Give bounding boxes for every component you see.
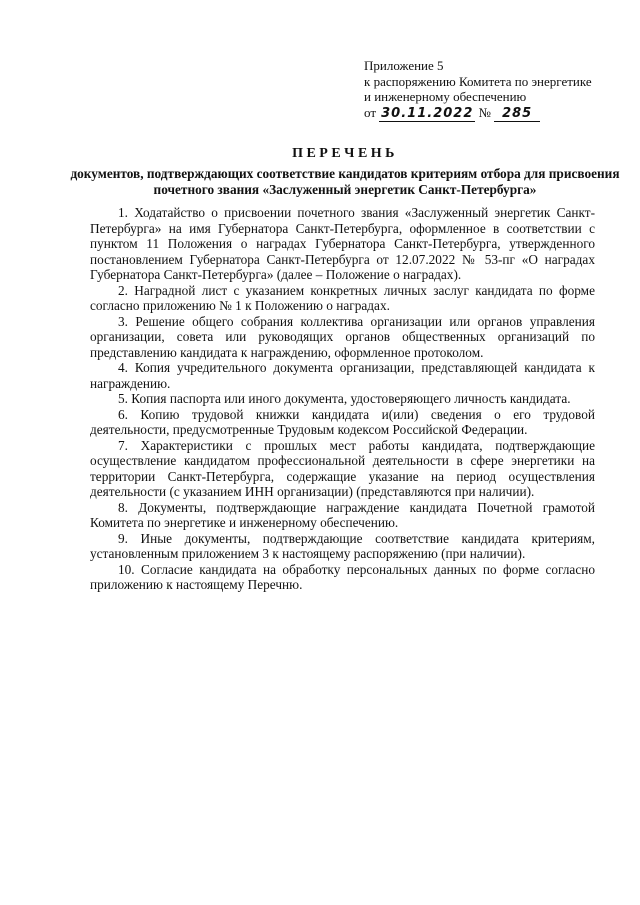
- appendix-line-3: и инженерному обеспечению: [364, 89, 527, 104]
- title-main: ПЕРЕЧЕНЬ: [292, 146, 398, 161]
- document-title: [60, 145, 630, 197]
- list-item-6: 6. Копию трудовой книжки кандидата и(или) сведения о его трудовой деятельности, предусмотренные Трудовым кодексом Российской Федерации.: [90, 406, 595, 437]
- appendix-header: [364, 58, 634, 122]
- list-item-2: 2. Наградной лист с указанием конкретных личных заслуг кандидата по форме согласно приложению № 1 к Положению о наградах.: [90, 282, 595, 313]
- handwritten-date: 30.11.2022: [381, 105, 474, 121]
- number-prefix: №: [478, 104, 491, 120]
- list-item-3: 3. Решение общего собрания коллектива организации или органов управления организации, совета или руководящих органов общественных организаций по представлению кандидата к награждению, оформленное протоколом.: [90, 313, 595, 360]
- list-item-9: 9. Иные документы, подтверждающие соответствие кандидата критериям, установленным приложением 3 к настоящему распоряжению (при наличии).: [90, 530, 595, 561]
- list-item-1: 1. Ходатайство о присвоении почетного звания «Заслуженный энергетик Санкт-Петербурга» на имя Губернатора Санкт-Петербурга, оформленное в соответствии с пунктом 11 Положения о наградах Губернатора Санкт-Петербурга, утвержденного постановлением Губернатора Санкт-Петербурга от 12.07.2022 № 53-пг «О наградах Губернатора Санкт-Петербурга» (далее – Положение о наградах).: [90, 205, 595, 282]
- list-item-7: 7. Характеристики с прошлых мест работы кандидата, подтверждающие осуществление кандидатом профессиональной деятельности в сфере энергетики на территории Санкт-Петербурга, содержащие указание на период осуществления деятельности (с указанием ИНН организации) (представляются при наличии).: [90, 437, 595, 499]
- appendix-line-2: к распоряжению Комитета по энергетике: [364, 73, 592, 89]
- date-prefix: от: [364, 104, 377, 120]
- appendix-date-line: [364, 105, 634, 123]
- list-item-8: 8. Документы, подтверждающие награждение кандидата Почетной грамотой Комитета по энергетике и инженерному обеспечению.: [90, 499, 595, 530]
- list-item-4: 4. Копия учредительного документа организации, представляющей кандидата к награждению.: [90, 360, 595, 391]
- title-subtitle: документов, подтверждающих соответствие кандидатов критериям отбора для присвоения почетного звания «Заслуженный энергетик Санкт-Петербурга»: [70, 166, 620, 197]
- list-item-10: 10. Согласие кандидата на обработку персональных данных по форме согласно приложению к настоящему Перечню.: [90, 561, 595, 592]
- document-list: [90, 205, 595, 593]
- appendix-line-1: Приложение 5: [364, 58, 444, 73]
- list-item-5: 5. Копия паспорта или иного документа, удостоверяющего личность кандидата.: [118, 391, 571, 406]
- handwritten-number: 285: [494, 106, 540, 123]
